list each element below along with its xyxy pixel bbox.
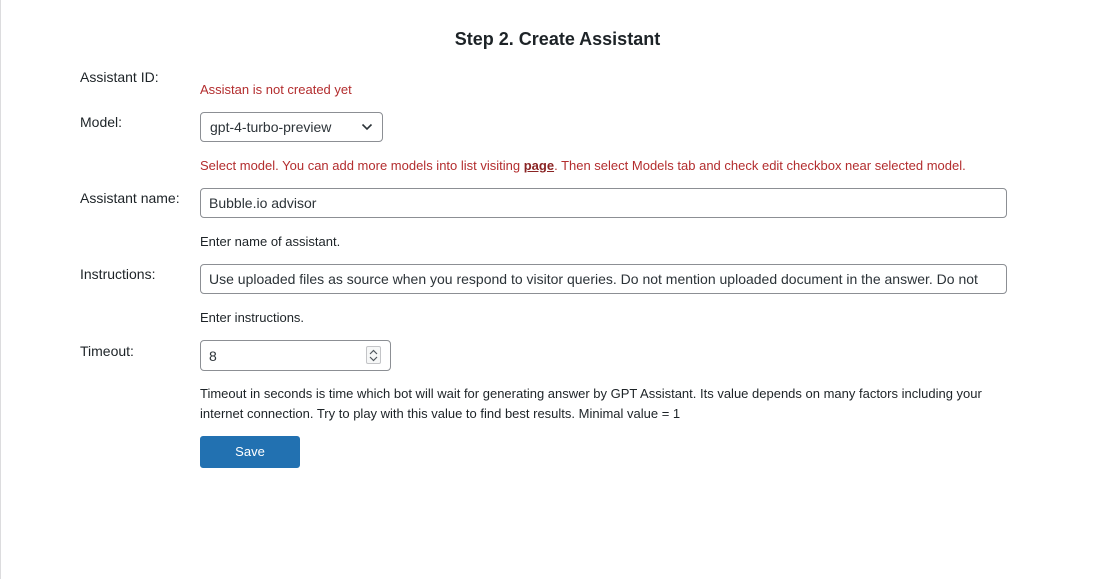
instructions-input[interactable] bbox=[200, 264, 1007, 294]
timeout-help: Timeout in seconds is time which bot will wait for generating answer by GPT Assistant. Its value depends on many factors including your internet connection. Try to play with this value to find best results. Minimal value = 1 bbox=[200, 386, 982, 421]
page-title: Step 2. Create Assistant bbox=[454, 29, 661, 49]
assistant-id-status: Assistan is not created yet bbox=[200, 82, 352, 97]
model-help-after: . Then select Models tab and check edit checkbox near selected model. bbox=[554, 158, 966, 173]
assistant-name-label: Assistant name: bbox=[80, 190, 180, 206]
timeout-input[interactable] bbox=[201, 341, 367, 370]
instructions-label: Instructions: bbox=[80, 266, 156, 282]
model-select[interactable] bbox=[200, 112, 383, 142]
assistant-name-input[interactable] bbox=[200, 188, 1007, 218]
model-select-value: gpt-4-turbo-preview bbox=[210, 119, 332, 135]
timeout-label: Timeout: bbox=[80, 343, 134, 359]
timeout-stepper[interactable] bbox=[200, 340, 391, 371]
save-button[interactable]: Save bbox=[200, 436, 300, 468]
timeout-spinner[interactable] bbox=[366, 346, 381, 364]
instructions-help: Enter instructions. bbox=[200, 310, 305, 325]
assistant-name-help: Enter name of assistant. bbox=[200, 234, 341, 249]
models-page-link[interactable]: page bbox=[523, 158, 555, 173]
assistant-id-label: Assistant ID: bbox=[80, 69, 159, 85]
chevron-up-icon[interactable] bbox=[369, 349, 378, 355]
model-help-before: Select model. You can add more models into list visiting bbox=[200, 158, 524, 173]
chevron-down-icon bbox=[361, 122, 373, 132]
chevron-down-icon[interactable] bbox=[369, 356, 378, 362]
model-label: Model: bbox=[80, 114, 123, 130]
model-help bbox=[200, 156, 966, 176]
